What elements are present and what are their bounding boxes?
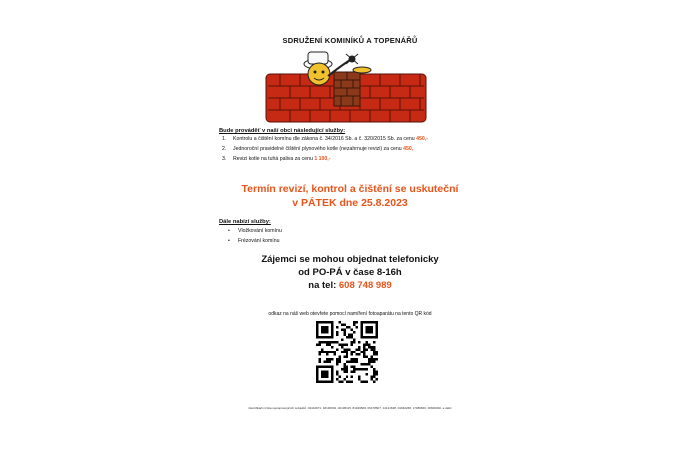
contact-phone-line [0,279,700,292]
footer-identifiers: Identifikační čísla spolupracujících subjektů: 04444971, 18130604, 02138115, 81049508, 06178607, 14121638, 04462268, 17086846, 06609030, a další [248,406,452,410]
announcement-date: v PÁTEK dne 25.8.2023 [292,197,408,209]
bullet-icon: • [228,237,230,244]
contact-hours: od PO-PÁ v čase 8-16h [298,267,402,278]
service-number: 3. [222,155,227,162]
service-number: 2. [222,145,227,152]
other-services-heading: Dále nabízí služby: [219,219,271,225]
service-price: 450, [403,145,414,152]
services-list [222,135,428,164]
other-service-text: Frézování komínu [238,237,280,244]
service-price: 1 100,- [314,155,331,162]
qr-note: odkaz na náš web otevřete pomocí namíření fotoaparátu na tento QR kód [268,311,432,317]
phone-number: 608 748 989 [338,280,392,291]
announcement [0,182,700,210]
chimney-sweep-illustration [262,48,432,124]
other-services-list [228,227,282,247]
other-service-item [228,227,282,237]
qr-code[interactable] [316,321,378,383]
contact-block [0,253,700,292]
services-heading: Bude prováděť v naší obci následující služby: [219,128,346,134]
service-item [222,155,428,165]
other-service-item [228,237,282,247]
service-price: 450,- [416,136,428,142]
contact-line: Zájemci se mohou objednat telefonicky [261,254,439,265]
service-text: Kontrolu a čištění komínu dle zákona č. 34/2016 Sb. a č. 320/2015 Sb. za cenu [233,136,417,142]
chimney-graphic [334,72,360,106]
phone-prefix: na tel: [308,280,339,291]
service-text: Revizi kotle na tuhá paliva za cenu [233,155,315,162]
announcement-line: Termín revizí, kontrol a čištění se uskuteční [241,183,459,195]
other-service-text: Vložkování komínu [238,228,282,234]
organization-title: SDRUŽENÍ KOMINÍKŮ A TOPENÁŘŮ [282,36,418,45]
service-item [222,145,428,155]
service-number: 1. [222,136,227,142]
service-item [222,135,428,145]
service-text: Jednoroční pravidelné čištění plynového kotle (nezahrnuje revizi) za cenu [233,145,404,152]
bullet-icon: • [228,228,230,234]
